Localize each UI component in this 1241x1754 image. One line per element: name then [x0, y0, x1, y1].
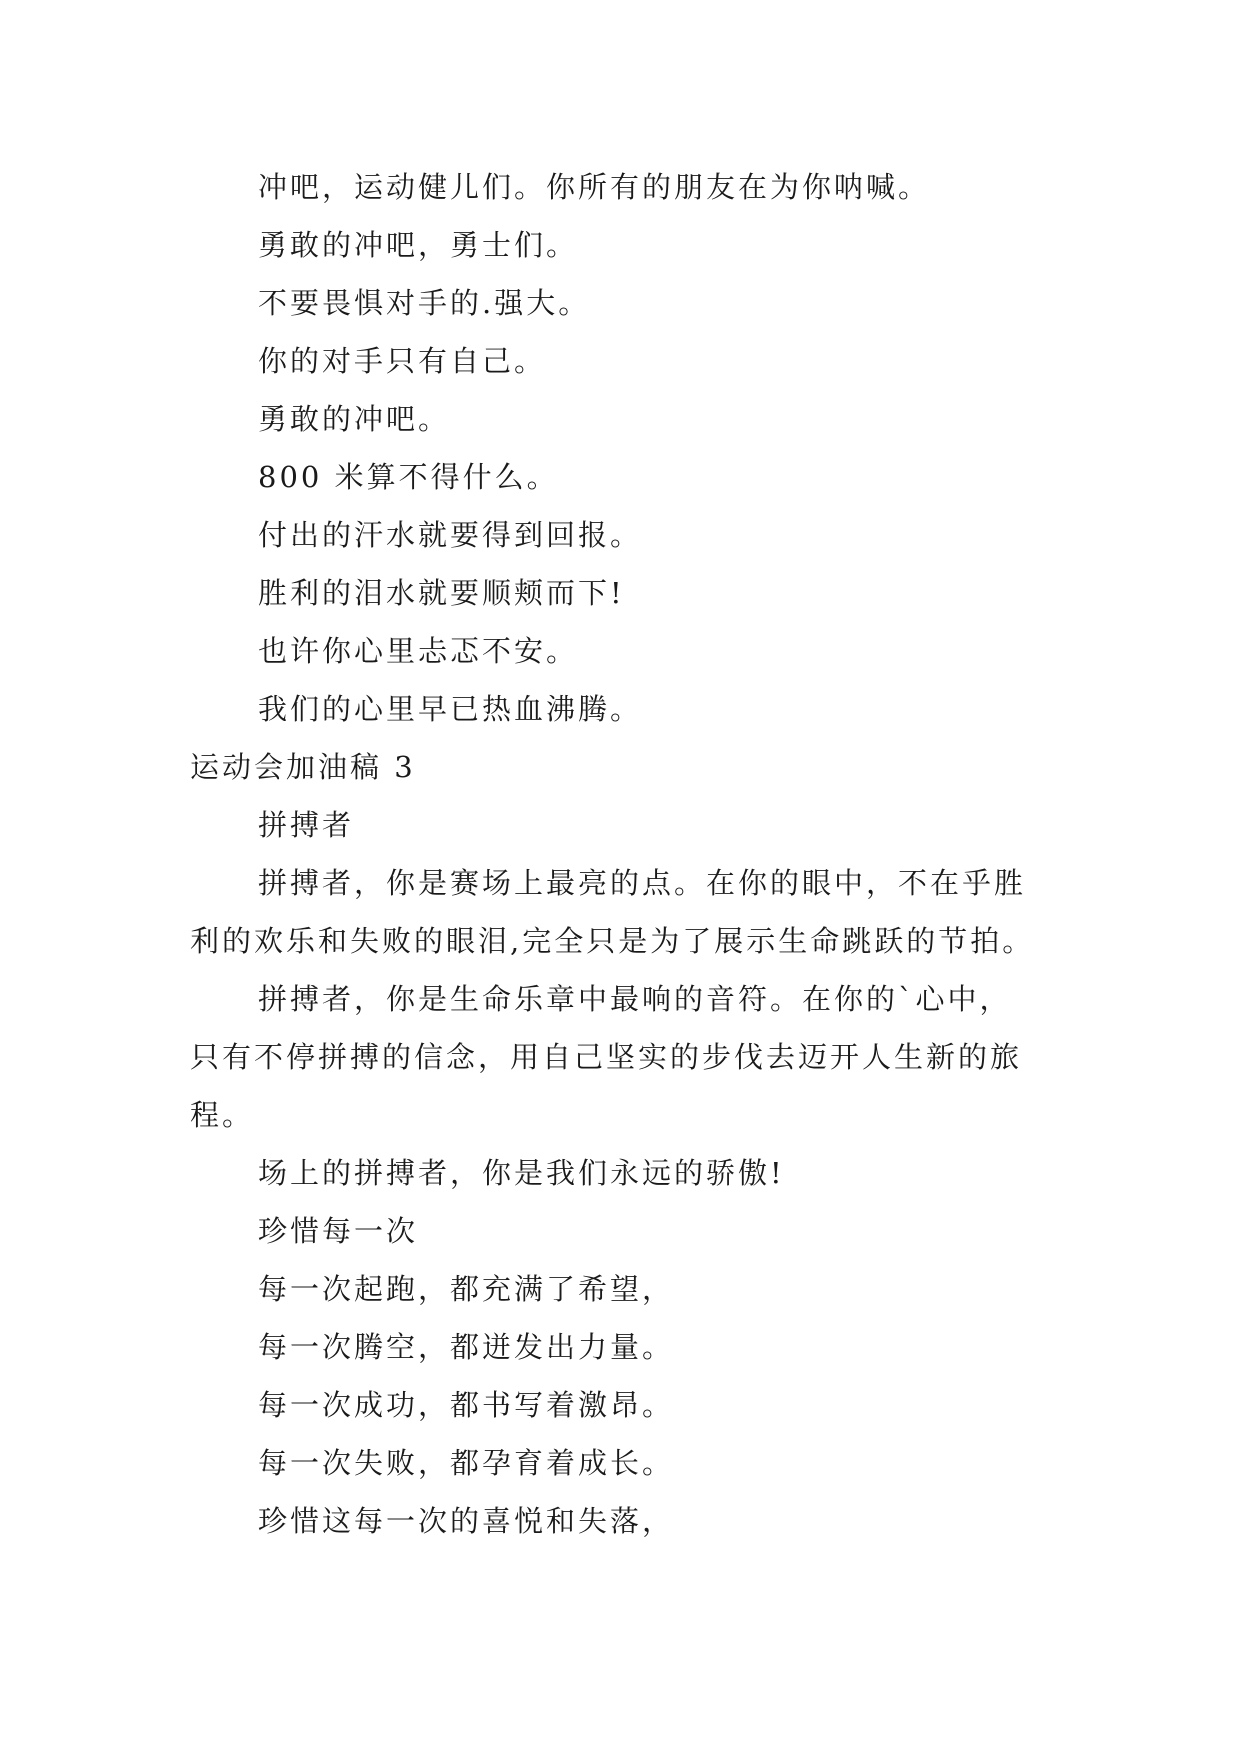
subheading: 珍惜每一次	[258, 1214, 419, 1248]
text-line: 每一次成功，都书写着激昂。	[258, 1388, 675, 1422]
text-line: 勇敢的冲吧，勇士们。	[258, 228, 579, 262]
text-line: 付出的汗水就要得到回报。	[258, 518, 643, 552]
text-line: 每一次腾空，都迸发出力量。	[258, 1330, 675, 1364]
text-line: 勇敢的冲吧。	[258, 402, 451, 436]
text-line: 我们的心里早已热血沸腾。	[258, 692, 643, 726]
paragraph-line: 拼搏者，你是赛场上最亮的点。在你的眼中，不在乎胜	[258, 866, 1027, 900]
paragraph-line: 程。	[190, 1098, 255, 1132]
paragraph-line: 场上的拼搏者，你是我们永远的骄傲!	[258, 1156, 785, 1190]
paragraph-line: 拼搏者，你是生命乐章中最响的音符。在你的`心中，	[258, 982, 1012, 1016]
paragraph-line: 利的欢乐和失败的眼泪,完全只是为了展示生命跳跃的节拍。	[190, 924, 1035, 958]
text-line: 你的对手只有自己。	[258, 344, 547, 378]
subheading: 拼搏者	[258, 808, 355, 842]
text-line: 每一次失败，都孕育着成长。	[258, 1446, 675, 1480]
text-line: 800 米算不得什么。	[258, 460, 559, 494]
text-line: 每一次起跑，都充满了希望，	[258, 1272, 675, 1306]
text-line: 珍惜这每一次的喜悦和失落，	[258, 1504, 675, 1538]
text-line: 胜利的泪水就要顺颊而下!	[258, 576, 625, 610]
text-line: 冲吧，运动健儿们。你所有的朋友在为你呐喊。	[258, 170, 931, 204]
text-line: 也许你心里忐忑不安。	[258, 634, 579, 668]
section-heading: 运动会加油稿 3	[190, 750, 416, 784]
text-line: 不要畏惧对手的.强大。	[258, 286, 591, 320]
paragraph-line: 只有不停拼搏的信念，用自己坚实的步伐去迈开人生新的旅	[190, 1040, 1023, 1074]
